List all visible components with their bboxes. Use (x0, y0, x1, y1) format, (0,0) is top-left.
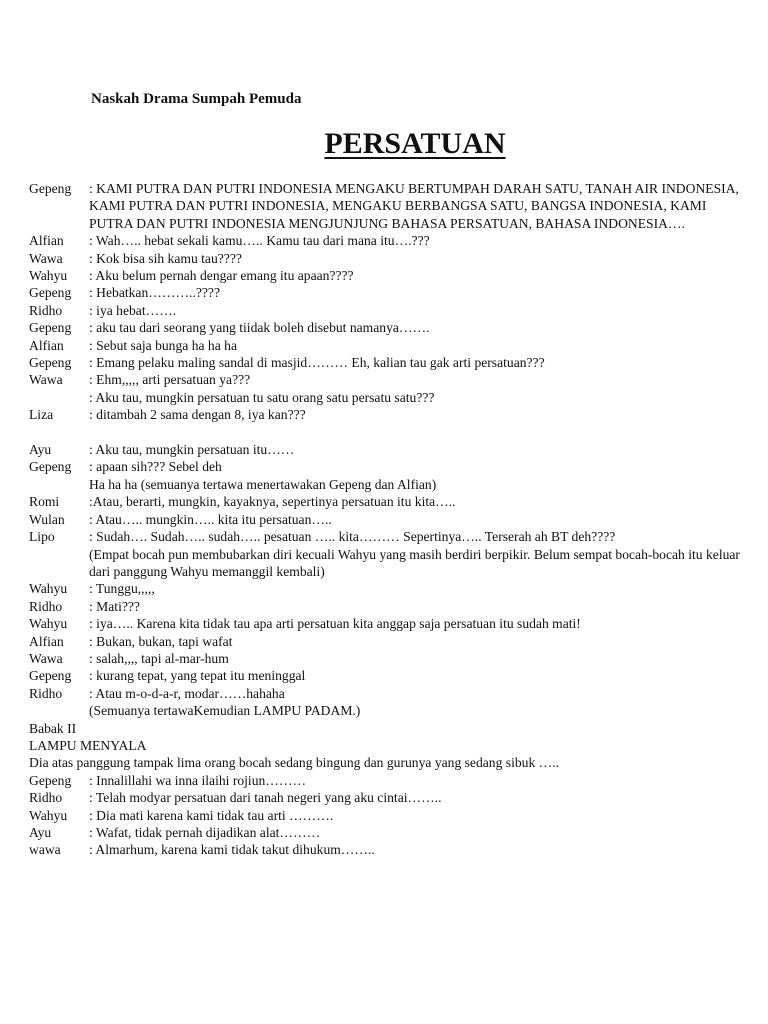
speaker-name (29, 476, 89, 493)
speaker-name: Ridho (29, 598, 63, 614)
speaker-name (29, 546, 89, 581)
dialogue-text: : Sudah…. Sudah….. sudah….. pesatuan ….. kita……… Sepertinya….. Terserah ah BT deh???? (89, 529, 616, 545)
act-heading: Babak II (29, 720, 77, 736)
speaker-name: Ridho (29, 302, 63, 318)
speaker-name: Gepeng (29, 459, 72, 475)
dialogue-text: (Semuanya tertawaKemudian LAMPU PADAM.) (89, 703, 361, 719)
speaker-name: Alfian (29, 233, 64, 249)
dialogue-line (29, 841, 749, 858)
dialogue-line (29, 615, 749, 632)
dialogue-line (29, 389, 749, 406)
dialogue-text: : Almarhum, karena kami tidak takut dihukum…….. (89, 842, 375, 858)
speaker-name: Gepeng (29, 668, 72, 684)
speaker-name: Gepeng (29, 320, 72, 336)
dialogue-text: : Atau….. mungkin….. kita itu persatuan….. (89, 511, 332, 527)
speaker-name: Wahyu (29, 268, 68, 284)
speaker-name: Gepeng (29, 285, 72, 301)
dialogue-text: : Hebatkan………..???? (89, 285, 220, 301)
dialogue-text: : Innalillahi wa inna ilaihi rojiun……… (89, 772, 307, 788)
dialogue-text: : Emang pelaku maling sandal di masjid……… Eh, kalian tau gak arti persatuan??? (89, 355, 545, 371)
dialogue-text: : Bukan, bukan, tapi wafat (89, 633, 233, 649)
speaker-name: Wawa (29, 250, 63, 266)
speaker-name (29, 702, 89, 719)
stage-cue: LAMPU MENYALA (29, 737, 147, 753)
dialogue-text: : Aku belum pernah dengar emang itu apaan???? (89, 268, 354, 284)
dialogue-text: : Mati??? (89, 598, 140, 614)
dialogue-line (29, 302, 749, 319)
script-body (29, 180, 749, 859)
stage-description: Dia atas panggung tampak lima orang bocah sedang bingung dan gurunya yang sedang sibuk ….. (29, 755, 560, 771)
speaker-name: Ayu (29, 442, 52, 458)
speaker-name: Wulan (29, 511, 65, 527)
dialogue-line (29, 337, 749, 354)
document-subtitle: Naskah Drama Sumpah Pemuda (91, 91, 302, 107)
speaker-name: Ridho (29, 790, 63, 806)
dialogue-line (29, 772, 749, 789)
dialogue-text: : salah,,,, tapi al-mar-hum (89, 650, 229, 666)
dialogue-text: : Wah….. hebat sekali kamu….. Kamu tau dari mana itu….??? (89, 233, 430, 249)
dialogue-text: : apaan sih??? Sebel deh (89, 459, 222, 475)
dialogue-line (29, 406, 749, 423)
speaker-name: Wawa (29, 372, 63, 388)
speaker-name: wawa (29, 842, 61, 858)
dialogue-line (29, 493, 749, 510)
speaker-name: Wawa (29, 650, 63, 666)
dialogue-text: : iya….. Karena kita tidak tau apa arti persatuan kita anggap saja persatuan itu sudah mati! (89, 616, 581, 632)
dialogue-text: : Atau m-o-d-a-r, modar……hahaha (89, 685, 285, 701)
speaker-name (29, 389, 89, 406)
speaker-name: Gepeng (29, 181, 72, 196)
dialogue-text: : Aku tau, mungkin persatuan itu…… (89, 442, 295, 458)
dialogue-line (29, 824, 749, 841)
dialogue-line (29, 546, 749, 581)
dialogue-text: : aku tau dari seorang yang tiidak boleh disebut namanya……. (89, 320, 430, 336)
speaker-name: Alfian (29, 337, 64, 353)
dialogue-line (29, 667, 749, 684)
dialogue-line (29, 232, 749, 249)
dialogue-text: : Sebut saja bunga ha ha ha (89, 337, 237, 353)
document-title: PERSATUAN (324, 127, 506, 160)
dialogue-line (29, 180, 749, 232)
dialogue-line (29, 354, 749, 371)
speaker-name: Gepeng (29, 772, 72, 788)
dialogue-text: : KAMI PUTRA DAN PUTRI INDONESIA MENGAKU BERTUMPAH DARAH SATU, TANAH AIR INDONESIA, KAMI PUTRA DAN PUTRI INDONESIA, MENGAKU BERBANGSA SATU, BANGSA INDONESIA, KAMI PUTRA DAN PUTRI INDONESIA MENGJUNJUNG BAHASA PERSATUAN, BAHASA INDONESIA…. (89, 181, 739, 231)
speaker-name: Gepeng (29, 355, 72, 371)
dialogue-line (29, 371, 749, 388)
speaker-name: Romi (29, 494, 60, 510)
dialogue-text: :Atau, berarti, mungkin, kayaknya, sepertinya persatuan itu kita….. (89, 494, 456, 510)
dialogue-line (29, 702, 749, 719)
dialogue-line (29, 319, 749, 336)
dialogue-line (29, 284, 749, 301)
dialogue-line (29, 789, 749, 806)
speaker-name: Alfian (29, 633, 64, 649)
act-1-dialogue (29, 180, 749, 720)
dialogue-text: : Telah modyar persatuan dari tanah negeri yang aku cintai…….. (89, 790, 442, 806)
dialogue-line (29, 598, 749, 615)
dialogue-text: : Tunggu,,,,, (89, 581, 155, 597)
speaker-name: Wahyu (29, 807, 68, 823)
dialogue-line (29, 807, 749, 824)
dialogue-line (29, 633, 749, 650)
dialogue-line (29, 441, 749, 458)
dialogue-line (29, 476, 749, 493)
dialogue-text: Ha ha ha (semuanya tertawa menertawakan Gepeng dan Alfian) (89, 476, 437, 492)
act-2-dialogue (29, 772, 749, 859)
dialogue-text: : Kok bisa sih kamu tau???? (89, 250, 242, 266)
dialogue-line (29, 250, 749, 267)
dialogue-line (29, 528, 749, 545)
speaker-name: Liza (29, 407, 54, 423)
dialogue-line (29, 458, 749, 475)
dialogue-text: : Ehm,,,,, arti persatuan ya??? (89, 372, 251, 388)
speaker-name: Ayu (29, 825, 52, 841)
dialogue-text: : kurang tepat, yang tepat itu meninggal (89, 668, 306, 684)
dialogue-line (29, 511, 749, 528)
dialogue-line (29, 650, 749, 667)
dialogue-text: : Dia mati karena kami tidak tau arti ………. (89, 807, 334, 823)
speaker-name: Lipo (29, 529, 55, 545)
dialogue-line (29, 580, 749, 597)
speaker-name: Wahyu (29, 581, 68, 597)
dialogue-text: (Empat bocah pun membubarkan diri kecuali Wahyu yang masih berdiri berpikir. Belum sempat bocah-bocah itu keluar dari panggung Wahyu memanggil kembali) (89, 546, 740, 579)
dialogue-text: : Wafat, tidak pernah dijadikan alat……… (89, 825, 321, 841)
dialogue-line (29, 685, 749, 702)
dialogue-text: : iya hebat……. (89, 302, 177, 318)
dialogue-line (29, 267, 749, 284)
dialogue-text: : ditambah 2 sama dengan 8, iya kan??? (89, 407, 306, 423)
dialogue-text: : Aku tau, mungkin persatuan tu satu orang satu persatu satu??? (89, 389, 435, 405)
speaker-name: Wahyu (29, 616, 68, 632)
speaker-name: Ridho (29, 685, 63, 701)
blank-line (29, 424, 749, 441)
